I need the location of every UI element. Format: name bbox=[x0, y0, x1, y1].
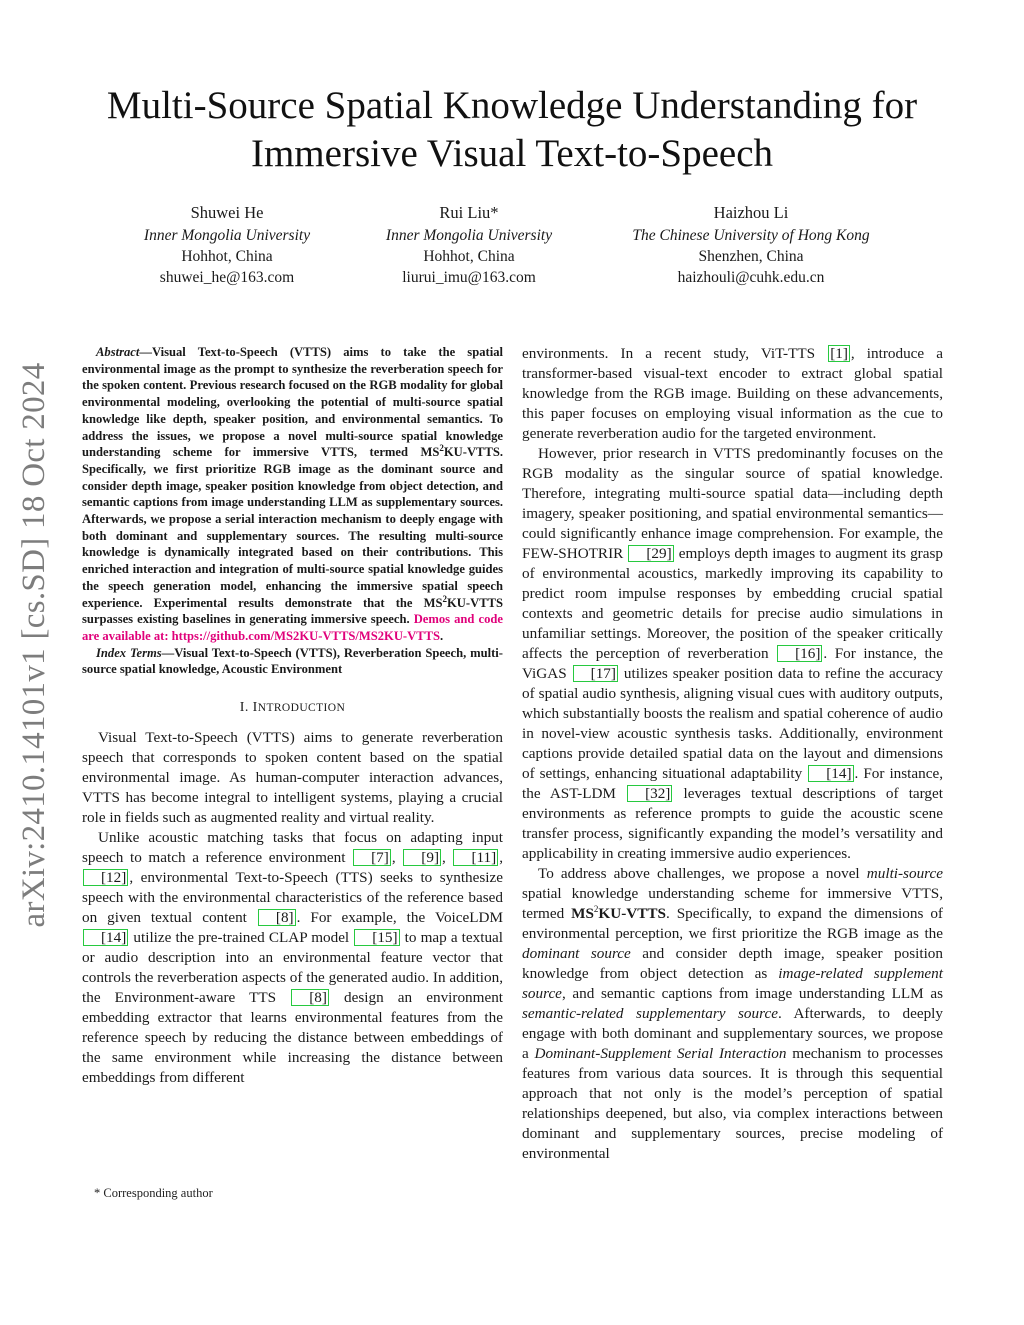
abstract-sup-1: 2 bbox=[439, 443, 444, 454]
abstract-sup-2: 2 bbox=[442, 593, 448, 604]
citation-link[interactable]: [7] bbox=[353, 849, 391, 866]
text-run: To address above challenges, we propose a novel bbox=[538, 865, 867, 882]
citation-link[interactable]: [16] bbox=[777, 645, 822, 662]
intro-paragraph-2 bbox=[82, 828, 503, 1088]
right-column bbox=[522, 344, 943, 1164]
right-paragraph-1 bbox=[522, 344, 943, 444]
abstract-lead: Abstract bbox=[96, 345, 140, 359]
arxiv-identifier: arXiv:2410.14101v1 [cs.SD] 18 Oct 2024 bbox=[16, 362, 52, 928]
citation-link[interactable]: [11] bbox=[453, 849, 498, 866]
abstract-text-1: Visual Text-to-Speech (VTTS) aims to take the spatial environmental image as the prompt to synthesize the reverberation speech for the spoken content. Previous research focused on the RGB modality for global environmental modeling, overlooking the potential of multi-source spatial knowledge like depth, speaker position, and environmental semantics. To address the issues, we propose a novel multi-source spatial knowledge understanding scheme for immersive VTTS, termed MS bbox=[82, 345, 503, 460]
text-run: mechanism to processes features from various data sources. It is through this sequential approach that not only is the model’s perception of spatial relationships deepened, but also, via complex interactions between dominant and supplementary sources, precise modeling of environmental bbox=[522, 1045, 943, 1162]
author-block-3 bbox=[602, 202, 900, 288]
left-column bbox=[82, 344, 503, 1088]
author-email: liurui_imu@163.com bbox=[402, 269, 536, 286]
emphasis: semantic-related supplementary source bbox=[522, 1005, 778, 1022]
citation-link[interactable]: [15] bbox=[354, 929, 399, 946]
section-name: NTRODUCTION bbox=[257, 702, 346, 715]
abstract bbox=[82, 344, 503, 645]
text-run: , environmental Text-to-Speech (TTS) seeks to synthesize speech with the environmental characteristics of the reference based on given textual content bbox=[82, 869, 503, 927]
footnote-corresponding-author: * Corresponding author bbox=[94, 1186, 213, 1200]
text-run: . Afterwards, to deeply engage with both dominant and supplementary sources, we propose a bbox=[522, 1005, 943, 1062]
citation-link[interactable]: [1] bbox=[830, 345, 848, 362]
author-location: Shenzhen, China bbox=[698, 248, 804, 265]
section-number: I. I bbox=[239, 700, 258, 716]
text-run: leverages textual descriptions of target environments as reference prompts to guide the acoustic scene transfer process, significantly expanding the model’s versatility and applicability in creating immersive audio experiences. bbox=[522, 785, 943, 862]
text-run: , bbox=[442, 849, 453, 867]
index-terms-lead: Index Terms bbox=[96, 645, 162, 660]
author-affiliation: Inner Mongolia University bbox=[385, 227, 553, 244]
citation-link[interactable]: [32] bbox=[627, 785, 672, 802]
author-email: shuwei_he@163.com bbox=[159, 269, 295, 286]
citation-link[interactable]: [14] bbox=[808, 765, 853, 782]
citation-link[interactable]: [12] bbox=[83, 869, 128, 886]
text-run: , bbox=[391, 849, 403, 867]
index-terms-text: Visual Text-to-Speech (VTTS), Reverberation Speech, multi-source spatial knowledge, Acoustic Environment bbox=[82, 645, 503, 677]
abstract-text-2: KU-VTTS. Specifically, we first prioritize RGB image as the dominant source and consider depth image, speaker position knowledge from object detection, and semantic captions from image understanding LLM as supplementary sources. Afterwards, we propose a serial interaction mechanism to deeply engage with both dominant and supplementary sources. The resulting multi-source knowledge is dynamically integrated based on their contributions. This enriched interaction and integration of multi-source spatial knowledge guides the speech generation model, enhancing the immersive spatial speech experience. Experimental results demonstrate that the MS bbox=[82, 445, 503, 610]
author-name: Shuwei He bbox=[190, 203, 264, 222]
text-run: and consider depth image, speaker position knowledge from object detection as bbox=[522, 945, 943, 982]
intro-paragraph-1: Visual Text-to-Speech (VTTS) aims to generate reverberation speech that corresponds to spoken content based on the spatial environmental image. As human-computer interaction advances, VTTS has become integral to intelligent systems, playing a crucial role in fields such as augmented reality and virtual reality. bbox=[82, 729, 503, 827]
citation-link[interactable]: [17] bbox=[573, 665, 618, 682]
author-email: haizhouli@cuhk.edu.cn bbox=[677, 269, 825, 286]
text-run: utilizes speaker position data to refine the accuracy of spatial audio synthesis, aligning visual cues with auditory outputs, which substantially boosts the realism and spatial coherence of audio in novel-view acoustic synthesis tasks. Additionally, environment captions provide detailed spatial data on the layout and dimensions of settings, enhancing situational adaptability bbox=[522, 665, 943, 782]
text-run: . For instance, the AST-LDM bbox=[522, 765, 943, 802]
text-run: , and semantic captions from image understanding LLM as bbox=[561, 985, 943, 1002]
abstract-dash: — bbox=[139, 345, 152, 359]
author-block-2 bbox=[362, 202, 576, 288]
text-run: employs depth images to augment its grasp of environmental acoustics, markedly improving its capability to predict room impulse responses by embedding crucial spatial contexts and geometric details for precise audio simulations in unfamiliar settings. Moreover, the position of the speaker critically affects the perception of reverberation bbox=[522, 545, 943, 662]
text-run: . For example, the VoiceLDM bbox=[296, 909, 503, 927]
author-name: Haizhou Li bbox=[713, 203, 789, 222]
right-paragraph-2 bbox=[522, 444, 943, 864]
text-run: design an environment embedding extractor that learns environmental features from the reference speech by reducing the distance between embeddings of the same environment while increasing the distance between embeddings from different bbox=[82, 989, 504, 1087]
text-run: utilize the pre-trained CLAP model bbox=[129, 929, 354, 947]
paper-title bbox=[40, 82, 984, 178]
citation-link[interactable]: [8] bbox=[291, 989, 329, 1006]
method-name: KU-VTTS bbox=[598, 905, 666, 922]
section-heading-introduction bbox=[82, 698, 503, 718]
text-run: Unlike acoustic matching tasks that focus on adapting input speech to match a reference environment bbox=[82, 829, 503, 867]
author-location: Hohhot, China bbox=[181, 248, 273, 265]
author-affiliation: Inner Mongolia University bbox=[143, 227, 311, 244]
emphasis: Dominant-Supplement Serial Interaction bbox=[534, 1045, 787, 1062]
title-line-2: Immersive Visual Text-to-Speech bbox=[250, 132, 774, 175]
abstract-text-3: KU-VTTS surpasses existing baselines in generating immersive speech. bbox=[82, 595, 503, 627]
method-name-sup: 2 bbox=[593, 903, 599, 914]
text-run: , introduce a transformer-based visual-text encoder to extract global spatial knowledge from the RGB image. Building on these advancements, this paper focuses on employing visual information as the cue to generate reverberation audio for the targeted environment. bbox=[522, 345, 943, 442]
citation-link[interactable]: [29] bbox=[628, 545, 673, 562]
abstract-end: . bbox=[440, 628, 444, 643]
text-run: . For instance, the ViGAS bbox=[522, 645, 943, 682]
citation-link[interactable]: [14] bbox=[83, 929, 128, 946]
text-run: environments. In a recent study, ViT-TTS bbox=[522, 345, 828, 362]
method-name: MS bbox=[571, 905, 594, 922]
index-terms bbox=[82, 645, 503, 678]
text-run: spatial knowledge understanding scheme for immersive VTTS, termed bbox=[522, 885, 943, 922]
text-run: , bbox=[499, 849, 504, 867]
author-location: Hohhot, China bbox=[423, 248, 515, 265]
emphasis: multi-source bbox=[866, 865, 943, 882]
author-affiliation: The Chinese University of Hong Kong bbox=[632, 227, 870, 244]
index-terms-dash: — bbox=[161, 645, 175, 660]
author-name: Rui Liu* bbox=[439, 203, 499, 222]
title-line-1: Multi-Source Spatial Knowledge Understanding for bbox=[106, 84, 918, 127]
author-block-1 bbox=[117, 202, 337, 288]
right-paragraph-3 bbox=[522, 864, 943, 1164]
emphasis: dominant source bbox=[522, 945, 631, 962]
demo-code-link[interactable]: Demos and code are available at: https://github.com/MS2KU-VTTS/MS2KU-VTTS bbox=[82, 612, 503, 643]
emphasis: image-related supplement source bbox=[522, 965, 943, 1002]
citation-link[interactable]: [9] bbox=[403, 849, 441, 866]
citation-link[interactable]: [8] bbox=[258, 909, 296, 926]
text-run: to map a textual or audio description into an environmental feature vector that controls the reverberation aspects of the generated audio. In addition, the Environment-aware TTS bbox=[82, 929, 504, 1007]
text-run: . Specifically, to expand the dimensions of environmental perception, we first prioritize the RGB image as the bbox=[522, 905, 943, 942]
text-run: However, prior research in VTTS predominantly focuses on the RGB modality as the singular source of spatial knowledge. Therefore, integrating multi-source spatial data—including depth imagery, speaker positioning, and spatial environmental semantics—could significantly enhance image comprehension. For example, the FEW-SHOTRIR bbox=[522, 445, 943, 562]
